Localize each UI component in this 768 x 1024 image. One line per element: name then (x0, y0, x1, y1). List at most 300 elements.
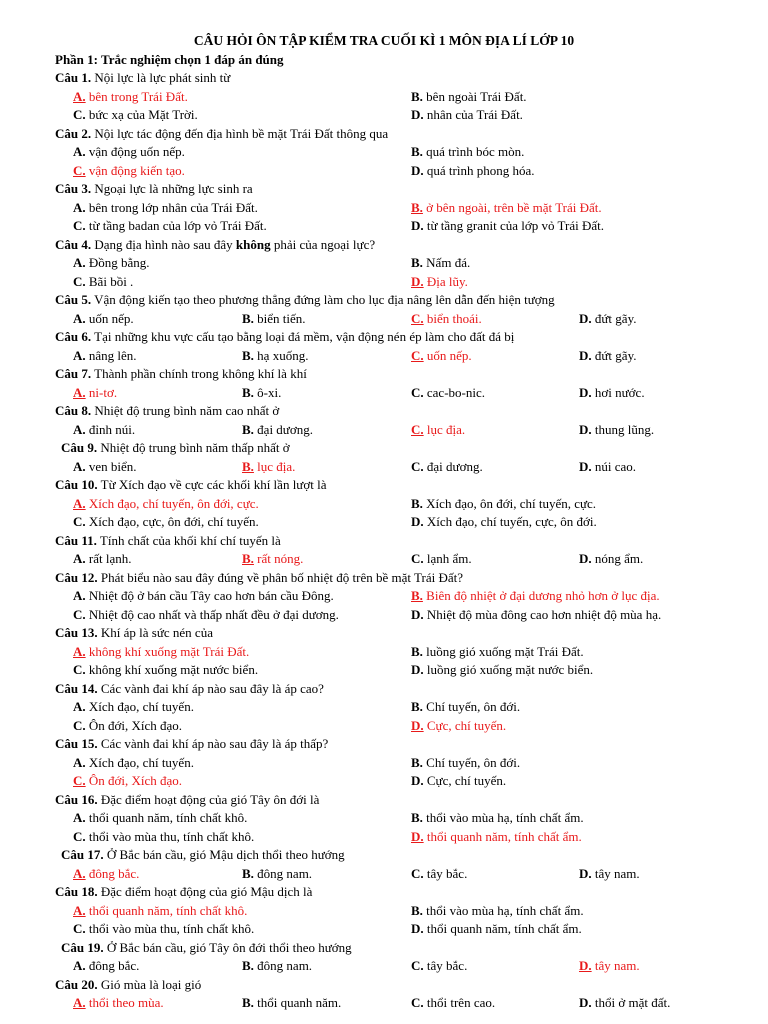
option-text: Xích đạo, ôn đới, chí tuyến, cực. (426, 495, 597, 511)
answer-row (0, 143, 768, 162)
question-number: Câu 20. (55, 976, 98, 992)
question-text: Đặc điểm hoạt động của gió Mậu dịch là (100, 884, 313, 899)
option-text: đứt gãy. (594, 310, 637, 326)
option-letter: C. (411, 347, 424, 363)
option-letter: A. (73, 310, 86, 326)
page-title: CÂU HỎI ÔN TẬP KIỂM TRA CUỐI KÌ 1 MÔN ĐỊA LÍ LỚP 10 (193, 33, 575, 48)
question-stem (0, 883, 768, 902)
answer-option (73, 217, 267, 236)
question-number: Câu 8. (55, 403, 92, 418)
question-text: phải của ngoại lực? (270, 236, 376, 252)
question-text: Vận động kiến tạo theo phương thẳng đứng làm cho lục địa nâng lên dẫn đến hiện tượng (94, 292, 555, 307)
option-text: đông bắc. (88, 958, 140, 973)
answer-option (411, 458, 483, 477)
option-text: Xích đạo, chí tuyến, ôn đới, cực. (88, 495, 259, 511)
question-item (0, 680, 768, 736)
question-number: Câu 15. (55, 736, 98, 751)
option-text: không khí xuống mặt Trái Đất. (88, 643, 250, 659)
answer-option (411, 754, 520, 773)
option-text: lục địa. (426, 421, 466, 437)
option-letter: B. (411, 255, 423, 270)
option-text: đỉnh núi. (88, 421, 136, 437)
option-letter: D. (411, 107, 424, 122)
question-number: Câu 19. (61, 939, 104, 955)
answer-row (0, 902, 768, 921)
option-text: vận động uốn nếp. (88, 144, 185, 159)
option-text: ở bên ngoài, trên bề mặt Trái Đất. (426, 199, 602, 215)
option-letter: C. (73, 273, 86, 289)
option-text: bên ngoài Trái Đất. (426, 88, 527, 104)
question-text-emphasis: không (235, 236, 271, 252)
question-text: Nhiệt độ trung bình năm cao nhất ở (94, 403, 280, 418)
answer-option-correct (73, 495, 259, 514)
answer-row (0, 254, 768, 273)
option-letter: B. (411, 495, 423, 511)
option-letter: B. (242, 995, 254, 1010)
question-item (0, 532, 768, 569)
answer-option (411, 902, 584, 921)
answer-row (0, 661, 768, 680)
answer-option (73, 106, 198, 125)
answer-option (411, 606, 661, 625)
question-item (0, 846, 768, 883)
option-letter: C. (411, 995, 424, 1010)
option-letter: B. (242, 347, 254, 363)
option-text: biển thoái. (426, 310, 482, 326)
question-stem (0, 735, 768, 754)
option-text: thổi quanh năm, tính chất ẩm. (426, 921, 582, 936)
option-letter: B. (411, 810, 423, 825)
option-letter: C. (411, 310, 424, 326)
question-item (0, 125, 768, 181)
option-letter: C. (411, 458, 424, 474)
answer-option-correct (73, 384, 117, 403)
option-text: đứt gãy. (594, 347, 637, 363)
option-text: tây nam. (594, 958, 640, 973)
question-stem (0, 328, 768, 347)
question-item (0, 328, 768, 365)
option-text: luồng gió xuống mặt nước biển. (426, 662, 594, 677)
option-text: Xích đạo, cực, ôn đới, chí tuyến. (88, 514, 259, 529)
option-letter: D. (579, 995, 592, 1010)
option-text: Ôn đới, Xích đạo. (88, 717, 183, 733)
answer-option-correct (73, 994, 164, 1013)
question-number: Câu 17. (61, 847, 104, 862)
question-number: Câu 2. (55, 125, 92, 141)
answer-row (0, 717, 768, 736)
option-letter: D. (579, 347, 592, 363)
question-stem (0, 180, 768, 199)
question-text: Nội lực tác động đến địa hình bề mặt Trái Đất thông qua (94, 125, 389, 141)
option-text: luồng gió xuống mặt Trái Đất. (426, 643, 584, 659)
answer-option (411, 772, 506, 791)
option-text: cac-bo-nic. (426, 384, 485, 400)
option-letter: D. (411, 218, 424, 233)
answer-option-correct (411, 310, 482, 329)
question-text: Tính chất của khối khí chí tuyến là (99, 532, 281, 548)
option-letter: B. (411, 144, 423, 159)
question-stem (0, 532, 768, 551)
option-letter: C. (73, 828, 86, 844)
answer-option (579, 421, 654, 440)
option-letter: A. (73, 421, 86, 437)
option-text: Nhiệt độ mùa đông cao hơn nhiệt độ mùa hạ. (426, 606, 662, 622)
question-number: Câu 18. (55, 884, 98, 899)
question-item (0, 236, 768, 292)
question-item (0, 569, 768, 625)
option-letter: D. (579, 310, 592, 326)
option-letter: A. (73, 495, 86, 511)
question-text: Ở Bắc bán cầu, gió Mậu dịch thổi theo hướng (106, 847, 345, 862)
answer-option (73, 957, 139, 976)
answer-row (0, 550, 768, 569)
option-letter: A. (73, 754, 86, 770)
answer-option (411, 88, 527, 107)
answer-row (0, 828, 768, 847)
option-text: Chí tuyến, ôn đới. (426, 754, 521, 770)
option-letter: D. (411, 921, 424, 936)
option-letter: C. (73, 606, 86, 622)
option-letter: B. (242, 384, 254, 400)
option-letter: A. (73, 958, 86, 973)
question-number: Câu 3. (55, 181, 92, 196)
answer-option (73, 199, 258, 218)
option-text: thổi ở mặt đất. (594, 995, 671, 1010)
option-letter: D. (411, 273, 424, 289)
question-number: Câu 16. (55, 791, 98, 807)
question-number: Câu 13. (55, 625, 98, 640)
answer-row (0, 513, 768, 532)
option-text: đại dương. (426, 458, 483, 474)
answer-option (73, 310, 134, 329)
answer-row (0, 994, 768, 1013)
option-text: Xích đạo, chí tuyến. (88, 754, 194, 770)
answer-row (0, 421, 768, 440)
option-letter: C. (73, 662, 86, 677)
question-number: Câu 7. (55, 366, 92, 381)
option-text: núi cao. (594, 458, 637, 474)
option-letter: C. (411, 384, 424, 400)
answer-option (411, 957, 467, 976)
question-text: Gió mùa là loại gió (100, 976, 202, 992)
option-letter: B. (242, 310, 254, 326)
option-text: uốn nếp. (88, 310, 134, 326)
answer-option-correct (411, 717, 506, 736)
answer-option (73, 143, 185, 162)
option-text: Biên độ nhiệt ở đại dương nhỏ hơn ở lục địa. (426, 588, 660, 603)
answer-option (579, 347, 636, 366)
answer-option (411, 550, 472, 569)
option-text: bên trong lớp nhân của Trái Đất. (88, 199, 258, 215)
option-letter: A. (73, 810, 86, 825)
question-text: Từ Xích đạo về cực các khối khí lần lượt là (100, 477, 327, 492)
option-text: rất nóng. (257, 551, 304, 566)
question-item (0, 69, 768, 125)
option-text: quá trình phong hóa. (426, 162, 535, 178)
answer-row (0, 273, 768, 292)
answer-option (579, 550, 643, 569)
answer-option-correct (579, 957, 640, 976)
question-stem (0, 624, 768, 643)
option-text: vận động kiến tạo. (88, 162, 185, 178)
answer-option (579, 384, 645, 403)
question-text: Khí áp là sức nén của (100, 625, 213, 640)
answer-option-correct (411, 421, 465, 440)
answer-option (411, 254, 470, 273)
answer-option-correct (411, 347, 472, 366)
answer-option (411, 513, 597, 532)
question-number: Câu 12. (55, 569, 98, 585)
option-letter: A. (73, 199, 86, 215)
option-text: từ tầng badan của lớp vỏ Trái Đất. (88, 218, 267, 233)
option-text: hơi nước. (594, 384, 645, 400)
option-text: thổi quanh năm, tính chất khô. (88, 810, 248, 825)
option-letter: A. (73, 551, 86, 566)
option-text: nâng lên. (88, 347, 137, 363)
answer-row (0, 772, 768, 791)
answer-row (0, 698, 768, 717)
section-heading: Phần 1: Trắc nghiệm chọn 1 đáp án đúng (55, 52, 284, 67)
option-text: thung lũng. (594, 421, 655, 437)
answer-option-correct (73, 772, 182, 791)
option-text: lạnh ẩm. (426, 551, 472, 566)
question-stem (0, 791, 768, 810)
option-letter: B. (411, 754, 423, 770)
answer-option (579, 994, 670, 1013)
option-letter: D. (579, 958, 592, 973)
option-text: đông nam. (257, 865, 313, 881)
option-text: bức xạ của Mặt Trời. (88, 107, 198, 122)
answer-option (242, 994, 341, 1013)
answer-option (73, 809, 247, 828)
question-item (0, 939, 768, 976)
option-letter: A. (73, 458, 86, 474)
answer-option (242, 310, 306, 329)
option-letter: C. (411, 551, 424, 566)
option-text: không khí xuống mặt nước biển. (88, 662, 259, 677)
option-text: tây nam. (594, 865, 640, 881)
option-letter: B. (242, 458, 254, 474)
option-text: thổi vào mùa thu, tính chất khô. (88, 828, 255, 844)
answer-option (411, 143, 524, 162)
answer-option (73, 661, 258, 680)
question-number: Câu 1. (55, 70, 92, 85)
option-letter: A. (73, 902, 86, 918)
option-letter: C. (73, 717, 86, 733)
option-text: Nhiệt độ ở bán cầu Tây cao hơn bán cầu Đông. (88, 588, 334, 603)
option-letter: D. (411, 162, 424, 178)
answer-option (411, 106, 523, 125)
answer-option (579, 865, 640, 884)
option-text: ven biển. (88, 458, 137, 474)
option-letter: D. (411, 828, 424, 844)
option-letter: A. (73, 699, 86, 714)
option-letter: B. (411, 199, 423, 215)
option-text: biển tiến. (257, 310, 306, 326)
question-text: Tại những khu vực cấu tạo bằng loại đá mềm, vận động nén ép làm cho đất đá bị (94, 329, 515, 344)
option-text: thổi quanh năm, tính chất khô. (88, 902, 248, 918)
option-letter: A. (73, 347, 86, 363)
answer-option (73, 273, 133, 292)
option-text: tây bắc. (426, 865, 468, 881)
option-letter: B. (411, 643, 423, 659)
option-letter: C. (411, 958, 424, 973)
option-text: uốn nếp. (426, 347, 472, 363)
option-text: tây bắc. (426, 958, 468, 973)
question-text: Phát biểu nào sau đây đúng về phân bố nhiệt độ trên bề mặt Trái Đất? (100, 569, 463, 585)
answer-option-correct (73, 643, 249, 662)
option-text: thổi quanh năm, tính chất ẩm. (426, 828, 582, 844)
question-number: Câu 6. (55, 329, 92, 344)
option-letter: A. (73, 384, 86, 400)
answer-option (579, 310, 636, 329)
question-item (0, 476, 768, 532)
question-text: Các vành đai khí áp nào sau đây là áp cao? (100, 680, 324, 696)
option-text: Nhiệt độ cao nhất và thấp nhất đều ở đại dương. (88, 606, 339, 622)
option-text: đại dương. (257, 421, 313, 437)
answer-option (73, 717, 182, 736)
option-text: hạ xuống. (257, 347, 309, 363)
option-letter: A. (73, 144, 86, 159)
answer-row (0, 643, 768, 662)
option-text: thổi vào mùa hạ, tính chất ẩm. (426, 810, 584, 825)
option-letter: B. (411, 699, 423, 714)
option-letter: C. (73, 921, 86, 936)
option-text: rất lạnh. (88, 551, 132, 566)
option-text: lục địa. (257, 458, 296, 474)
answer-row (0, 865, 768, 884)
answer-row (0, 106, 768, 125)
option-text: Nấm đá. (426, 255, 471, 270)
answer-row (0, 957, 768, 976)
answer-option (411, 217, 604, 236)
option-letter: C. (73, 107, 86, 122)
option-letter: C. (73, 773, 86, 788)
option-letter: A. (73, 255, 86, 270)
question-stem (0, 365, 768, 384)
question-stem (0, 402, 768, 421)
option-text: từ tầng granit của lớp vỏ Trái Đất. (426, 218, 605, 233)
answer-option-correct (73, 865, 139, 884)
answer-option (73, 550, 131, 569)
option-letter: B. (242, 865, 254, 881)
question-item (0, 402, 768, 439)
option-text: nhân của Trái Đất. (426, 107, 523, 122)
answer-option (73, 254, 150, 273)
answer-option-correct (411, 587, 660, 606)
question-text: Thành phần chính trong không khí là khí (94, 366, 307, 381)
question-number: Câu 9. (61, 440, 98, 455)
answer-row (0, 199, 768, 218)
answer-option-correct (242, 550, 303, 569)
question-item (0, 624, 768, 680)
option-letter: D. (411, 662, 424, 677)
option-letter: D. (411, 717, 424, 733)
answer-option-correct (411, 199, 602, 218)
option-text: ni-tơ. (88, 384, 118, 400)
answer-option (73, 920, 254, 939)
option-text: Đồng bằng. (88, 255, 150, 270)
option-letter: D. (411, 514, 424, 529)
answer-option (411, 643, 584, 662)
answer-row (0, 606, 768, 625)
answer-row (0, 458, 768, 477)
answer-option-correct (73, 162, 185, 181)
answer-row (0, 754, 768, 773)
option-letter: B. (411, 88, 423, 104)
answer-row (0, 809, 768, 828)
answer-option (242, 957, 312, 976)
answer-option (73, 828, 254, 847)
answer-option-correct (242, 458, 295, 477)
question-stem (0, 439, 768, 458)
question-text: Ở Bắc bán cầu, gió Tây ôn đới thổi theo hướng (106, 939, 352, 955)
answer-row (0, 88, 768, 107)
answer-option (73, 347, 137, 366)
answer-option (411, 495, 596, 514)
option-letter: C. (73, 218, 86, 233)
question-item (0, 735, 768, 791)
question-text: Nội lực là lực phát sinh từ (94, 70, 231, 85)
question-item (0, 291, 768, 328)
option-letter: D. (411, 773, 424, 788)
answer-option (411, 809, 584, 828)
answer-row (0, 310, 768, 329)
question-number: Câu 4. (55, 236, 92, 252)
option-letter: D. (579, 421, 592, 437)
option-letter: C. (411, 421, 424, 437)
option-letter: A. (73, 995, 86, 1010)
option-text: Ôn đới, Xích đạo. (88, 773, 183, 788)
answer-option-correct (411, 273, 468, 292)
answer-row (0, 495, 768, 514)
answer-option (411, 384, 485, 403)
option-letter: D. (579, 458, 592, 474)
question-item (0, 883, 768, 939)
question-text: Dạng địa hình nào sau đây (94, 236, 236, 252)
answer-option (73, 754, 194, 773)
question-number: Câu 11. (55, 532, 97, 548)
answer-option (73, 606, 339, 625)
option-letter: C. (73, 514, 86, 529)
answer-option (242, 865, 312, 884)
option-text: thổi trên cao. (426, 995, 496, 1010)
question-text: Đặc điểm hoạt động của gió Tây ôn đới là (100, 791, 320, 807)
answer-option (411, 994, 495, 1013)
option-text: Chí tuyến, ôn đới. (426, 699, 521, 714)
question-item (0, 976, 768, 1013)
option-text: thổi quanh năm. (257, 995, 342, 1010)
option-letter: B. (242, 551, 254, 566)
answer-row (0, 217, 768, 236)
question-item (0, 791, 768, 847)
question-text: Ngoại lực là những lực sinh ra (94, 181, 253, 196)
option-letter: C. (73, 162, 86, 178)
option-letter: B. (242, 958, 254, 973)
option-text: Địa lũy. (426, 273, 468, 289)
answer-option (73, 421, 135, 440)
option-text: Xích đạo, chí tuyến, cực, ôn đới. (426, 514, 597, 529)
option-text: Cực, chí tuyến. (426, 773, 507, 788)
question-list (0, 69, 768, 1013)
option-text: đông nam. (257, 958, 313, 973)
answer-row (0, 587, 768, 606)
question-text: Nhiệt độ trung bình năm thấp nhất ở (100, 440, 290, 455)
answer-option (73, 698, 194, 717)
question-item (0, 365, 768, 402)
answer-row (0, 920, 768, 939)
question-item (0, 180, 768, 236)
